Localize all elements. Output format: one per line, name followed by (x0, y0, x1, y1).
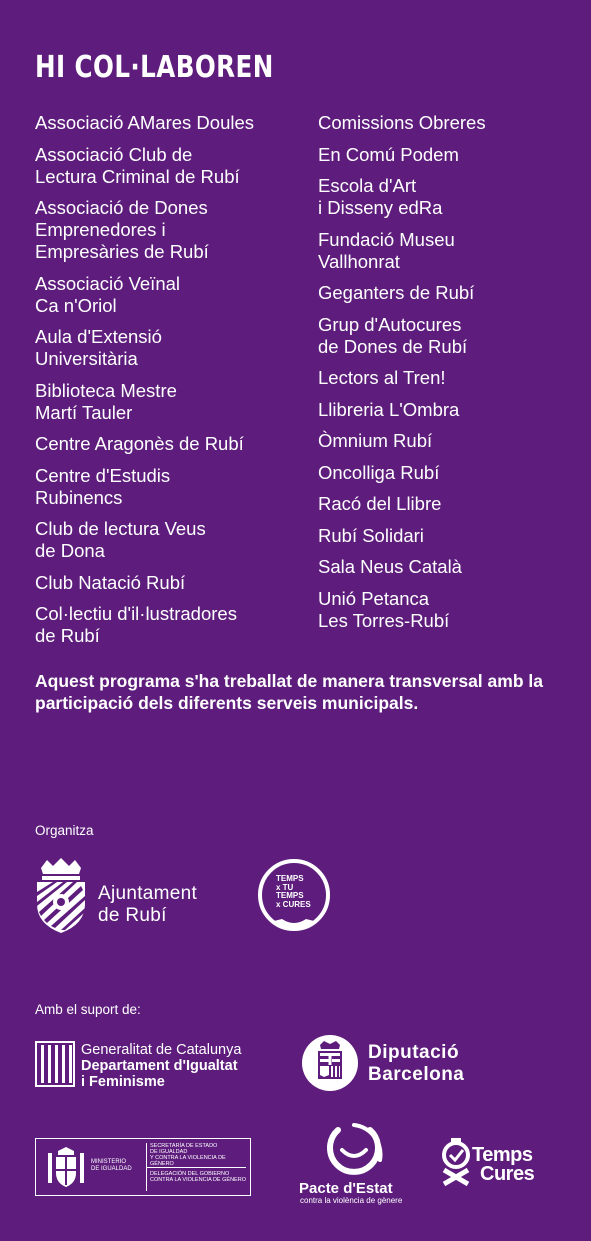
generalitat-logo-text (81, 1042, 241, 1090)
collaborator-item: Aula d'Extensió Universitària (35, 326, 162, 369)
badge-line4: x CURES (276, 899, 311, 909)
collaborator-item: Fundació Museu Vallhonrat (318, 228, 455, 272)
diputacio-line1: Diputació (368, 1042, 460, 1063)
collaborator-item: Col·lectiu d'il·lustradores de Rubí (35, 603, 237, 646)
generalitat-line2: Departament d'Igualtat (81, 1058, 238, 1074)
collaborator-item: Club de lectura Veus de Dona (35, 518, 206, 561)
ministerio-delegacion: DELEGACIÓN DEL GOBIERNO CONTRA LA VIOLENCIA DE GÉNERO (150, 1171, 246, 1183)
collaborator-item: Club Natació Rubí (35, 571, 186, 593)
section-title: HI COL·LABOREN (35, 50, 274, 85)
collaborator-item: Rubí Solidari (318, 524, 424, 546)
ministerio-secretaria: SECRETARÍA DE ESTADO DE IGUALDAD Y CONTRA LA VIOLENCIA DE GÉNERO (150, 1143, 226, 1167)
ajuntament-rubi-shield-icon (33, 858, 89, 934)
collaborator-item: Associació AMares Doules (35, 112, 255, 133)
collaborator-item: Racó del Llibre (318, 493, 442, 514)
collaborator-item: Associació de Dones Emprenedores i Empresàries de Rubí (35, 197, 209, 262)
generalitat-catalunya-icon (35, 1041, 75, 1087)
collaborator-item: En Comú Podem (318, 143, 459, 165)
collaborator-item: Associació Club de Lectura Criminal de Rubí (35, 143, 240, 187)
collaborator-item: Centre Aragonès de Rubí (35, 433, 244, 454)
collaborator-item: Lectors al Tren! (318, 367, 446, 388)
collaborator-item: Associació Veïnal Ca n'Oriol (35, 272, 181, 316)
temps-cures-line1: Temps (472, 1144, 533, 1166)
pacte-estat-subtitle: contra la violència de gènere (300, 1196, 403, 1205)
collaborator-item: Unió Petanca Les Torres-Rubí (318, 587, 450, 631)
collaborator-item: Biblioteca Mestre Martí Tauler (35, 379, 177, 423)
ajuntament-rubi-logo-text (98, 883, 197, 927)
collaborators-list-right (318, 112, 588, 641)
collaborator-item: Escola d'Art i Disseny edRa (318, 175, 443, 218)
collaborator-item: Centre d'Estudis Rubinencs (35, 464, 171, 508)
diputacio-barcelona-icon (302, 1035, 358, 1091)
generalitat-line3: i Feminisme (81, 1074, 165, 1090)
temps-cures-line2: Cures (480, 1163, 535, 1185)
collaborator-item: Comissions Obreres (318, 112, 486, 133)
ministerio-igualdad-logo (35, 1138, 251, 1196)
ajuntament-line1: Ajuntament (98, 883, 198, 904)
diputacio-logo-text (368, 1042, 464, 1086)
temps-cures-logo-text (472, 1146, 534, 1184)
program-statement: Aquest programa s'ha treballat de manera transversal amb la participació dels diferents serveis municipals. (35, 671, 543, 713)
diputacio-line2: Barcelona (368, 1064, 465, 1085)
temps-cures-stopwatch-icon (440, 1138, 474, 1186)
spain-coat-of-arms-icon (44, 1145, 88, 1189)
collaborator-item: Sala Neus Català (318, 556, 462, 577)
collaborator-item: Grup d'Autocures de Dones de Rubí (318, 313, 468, 357)
badge-line3: TEMPS (276, 891, 304, 900)
badge-line1: TEMPS (276, 874, 304, 883)
collaborator-item: Llibreria L'Ombra (318, 398, 460, 420)
temps-x-cures-badge-text (276, 875, 311, 909)
pacte-estat-icon (318, 1120, 388, 1180)
collaborators-list-left (35, 112, 305, 657)
pacte-estat-title: Pacte d'Estat (299, 1180, 393, 1197)
ministerio-name: MINISTERIO DE IGUALDAD (91, 1159, 132, 1172)
badge-line2: x TU (276, 882, 294, 892)
suport-label: Amb el suport de: (35, 1002, 141, 1017)
ajuntament-line2: de Rubí (98, 905, 167, 926)
collaborator-item: Oncolliga Rubí (318, 461, 440, 483)
generalitat-line1: Generalitat de Catalunya (81, 1042, 242, 1058)
ministerio-hdivider (146, 1167, 246, 1168)
collaborator-item: Geganters de Rubí (318, 282, 475, 303)
collaborator-item: Òmnium Rubí (318, 430, 433, 451)
organitza-label: Organitza (35, 823, 94, 838)
